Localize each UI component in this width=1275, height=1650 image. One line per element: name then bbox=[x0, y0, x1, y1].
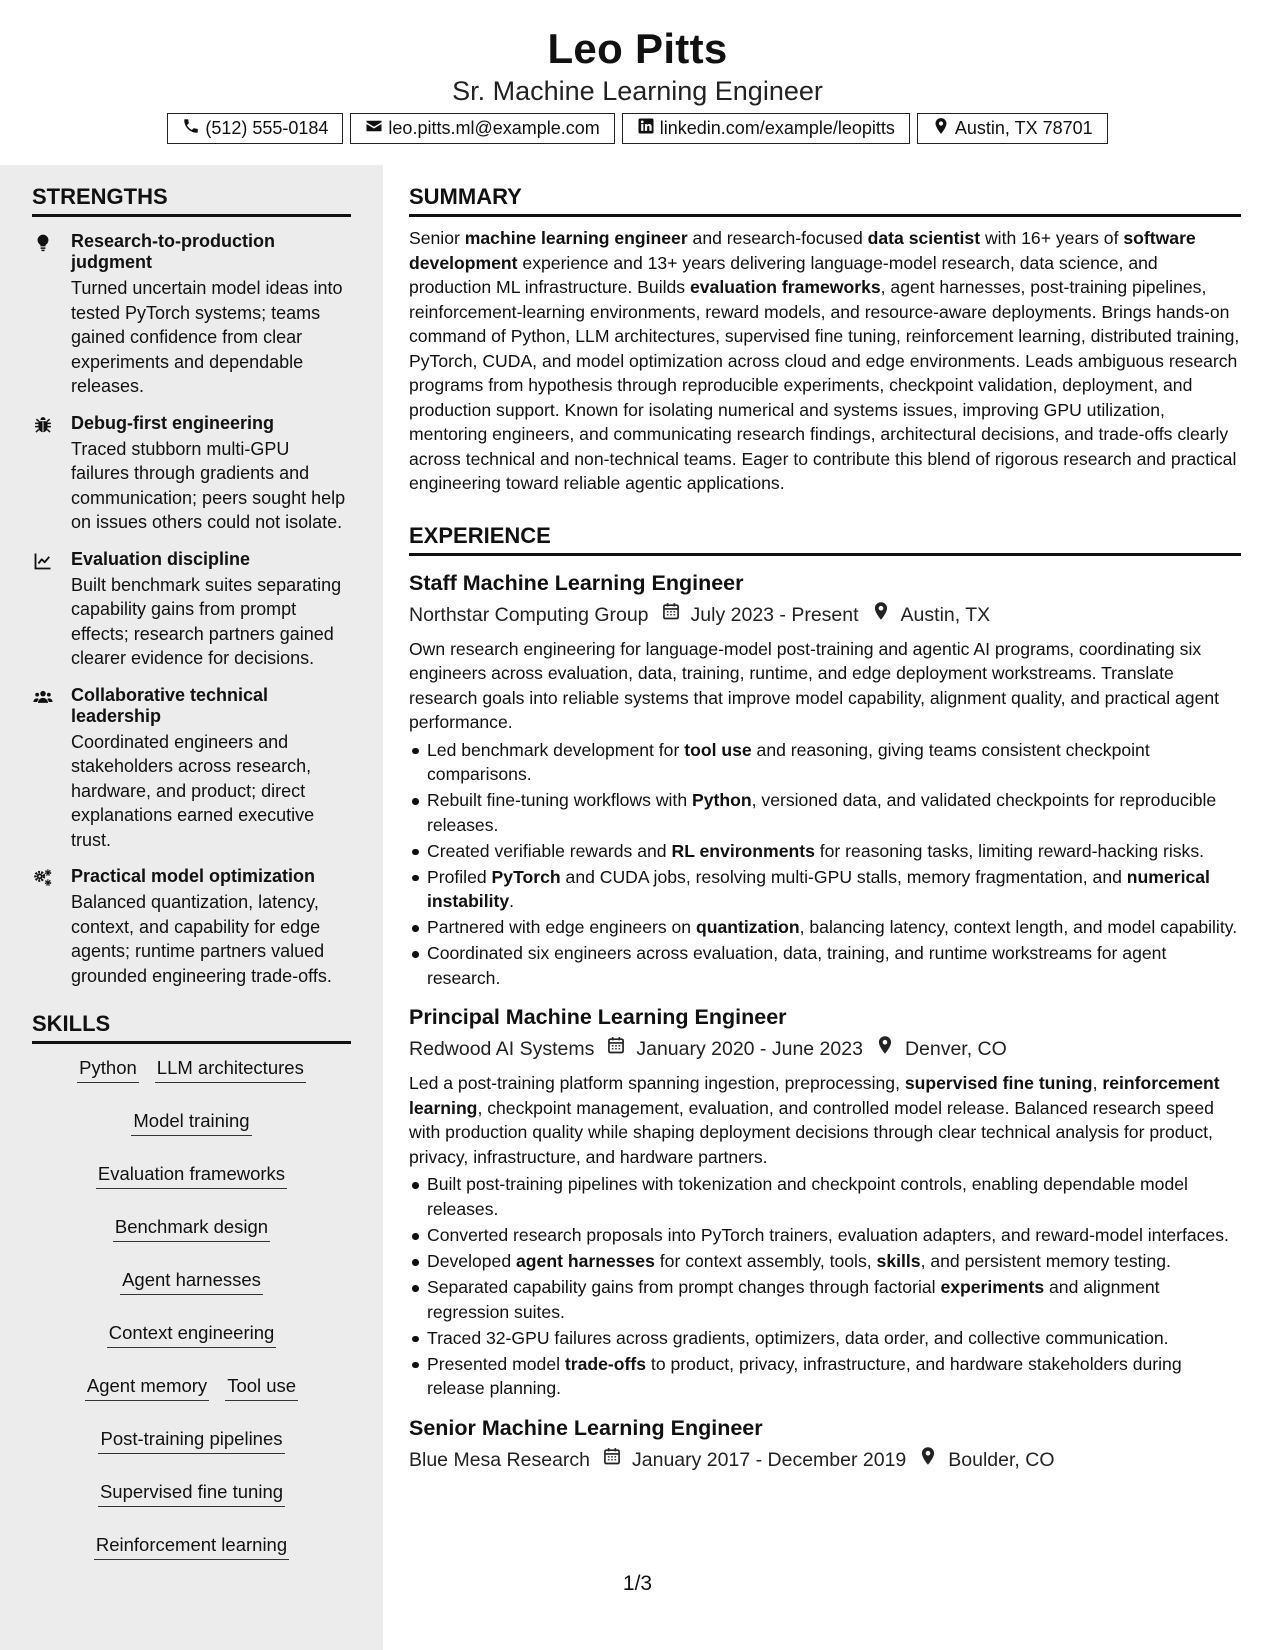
skill-tag: Benchmark design bbox=[113, 1213, 270, 1242]
main-column bbox=[409, 165, 1241, 1474]
map-pin-icon bbox=[859, 601, 901, 629]
strength-title: Research-to-production judgment bbox=[71, 231, 276, 272]
skill-tag: Tool use bbox=[225, 1372, 298, 1401]
calendar-icon bbox=[649, 601, 691, 629]
skill-tag: Context engineering bbox=[107, 1319, 277, 1348]
skill-tag: Post-training pipelines bbox=[98, 1425, 284, 1454]
contact-linkedin-text: linkedin.com/example/leopitts bbox=[659, 118, 895, 138]
experience-heading: EXPERIENCE bbox=[409, 504, 1241, 556]
phone-icon bbox=[182, 117, 200, 140]
job-location: Austin, TX bbox=[900, 603, 991, 626]
skill-tag: Python bbox=[77, 1054, 139, 1083]
contact-email-text: leo.pitts.ml@example.com bbox=[388, 118, 600, 138]
job-description: Own research engineering for language-model post-training and agentic AI programs, coordinating six engineers across evaluation, data, training, runtime, and edge deployment workstreams. Translate research goals into reliable systems that improve model capability, alignment quality, and practical agent performance. bbox=[409, 638, 1220, 732]
job-bullet: Developed agent harnesses for context assembly, tools, skills, and persistent memory testing. bbox=[409, 1249, 1241, 1274]
skill-tag: Reinforcement learning bbox=[94, 1531, 289, 1560]
skill-tag: Model training bbox=[131, 1107, 251, 1136]
job-entry bbox=[409, 565, 1241, 991]
strength-desc: Traced stubborn multi-GPU failures through gradients and communication; peers sought help on issues others could not isolate. bbox=[71, 438, 346, 532]
strength-desc: Coordinated engineers and stakeholders across research, hardware, and product; direct explanations earned executive trust. bbox=[71, 731, 315, 850]
strength-item bbox=[32, 413, 351, 535]
job-meta bbox=[409, 1035, 1241, 1063]
calendar-icon bbox=[590, 1446, 632, 1474]
job-bullet: Created verifiable rewards and RL environments for reasoning tasks, limiting reward-hacking risks. bbox=[409, 839, 1241, 864]
users-icon bbox=[32, 687, 54, 707]
calendar-icon bbox=[594, 1035, 636, 1063]
job-location: Denver, CO bbox=[904, 1038, 1007, 1061]
job-entry bbox=[409, 999, 1241, 1400]
contact-location bbox=[917, 113, 1108, 144]
linkedin-icon bbox=[637, 117, 655, 140]
candidate-title: Sr. Machine Learning Engineer bbox=[452, 76, 823, 106]
map-pin-icon bbox=[906, 1446, 948, 1474]
job-bullet: Coordinated six engineers across evaluation, data, training, and runtime workstreams for agent research. bbox=[409, 941, 1241, 990]
skill-tag: LLM architectures bbox=[155, 1054, 306, 1083]
job-bullet: Separated capability gains from prompt changes through factorial experiments and alignment regression suites. bbox=[409, 1275, 1241, 1324]
map-pin-icon bbox=[932, 117, 950, 140]
strength-title: Collaborative technical leadership bbox=[71, 684, 269, 726]
job-company: Blue Mesa Research bbox=[409, 1448, 591, 1471]
strength-item bbox=[32, 685, 351, 853]
strength-item bbox=[32, 549, 351, 671]
strength-desc: Built benchmark suites separating capability gains from prompt effects; research partners gained clearer evidence for decisions. bbox=[71, 574, 342, 668]
candidate-name: Leo Pitts bbox=[547, 25, 728, 72]
summary-heading: SUMMARY bbox=[409, 165, 1241, 217]
strength-item bbox=[32, 866, 351, 988]
job-bullet: Converted research proposals into PyTorch trainers, evaluation adapters, and reward-model interfaces. bbox=[409, 1223, 1241, 1248]
job-dates: January 2020 - June 2023 bbox=[636, 1038, 863, 1061]
job-dates: January 2017 - December 2019 bbox=[632, 1448, 907, 1471]
strength-desc: Balanced quantization, latency, context, and capability for edge agents; runtime partners valued grounded engineering trade-offs. bbox=[71, 892, 332, 986]
job-meta bbox=[409, 601, 1241, 629]
strengths-heading: STRENGTHS bbox=[32, 165, 351, 217]
skills-list bbox=[32, 1054, 351, 1560]
resume-header bbox=[0, 0, 1275, 165]
job-bullet: Led benchmark development for tool use and reasoning, giving teams consistent checkpoint comparisons. bbox=[409, 738, 1241, 787]
summary-text: Senior machine learning engineer and research-focused data scientist with 16+ years of software development experience and 13+ years delivering language-model research, data science, and production ML infrastructure. Builds evaluation frameworks, agent harnesses, post-training pipelines, reinforcement-learning environments, reward models, and resource-aware deployments. Brings hands-on command of Python, LLM architectures, supervised fine tuning, reinforcement learning, distributed training, PyTorch, CUDA, and model optimization across cloud and edge environments. Leads ambiguous research programs from hypothesis through reproducible experiments, checkpoint validation, deployment, and production support. Known for isolating numerical and systems issues, improving GPU utilization, mentoring engineers, and communicating research findings, architectural decisions, and trade-offs clearly across technical and non-technical teams. Eager to contribute this blend of rigorous research and practical engineering toward reliable agentic applications. bbox=[409, 228, 1240, 493]
chart-line-icon bbox=[32, 551, 54, 571]
strength-title: Debug-first engineering bbox=[71, 412, 275, 433]
page-number: 1/3 bbox=[622, 1572, 653, 1595]
bug-icon bbox=[32, 415, 54, 435]
contact-linkedin[interactable] bbox=[622, 113, 910, 144]
strength-item bbox=[32, 231, 351, 399]
contact-location-text: Austin, TX 78701 bbox=[954, 118, 1093, 138]
strength-title: Evaluation discipline bbox=[71, 548, 251, 569]
skill-tag: Agent memory bbox=[85, 1372, 209, 1401]
job-title: Principal Machine Learning Engineer bbox=[409, 1005, 787, 1030]
job-bullets bbox=[409, 738, 1241, 991]
contact-email[interactable] bbox=[350, 113, 614, 144]
job-meta bbox=[409, 1446, 1241, 1474]
job-title: Staff Machine Learning Engineer bbox=[409, 570, 744, 595]
job-bullet: Rebuilt fine-tuning workflows with Python, versioned data, and validated checkpoints for reproducible releases. bbox=[409, 788, 1241, 837]
job-location: Boulder, CO bbox=[948, 1448, 1055, 1471]
envelope-icon bbox=[365, 117, 383, 140]
contact-phone-text: (512) 555-0184 bbox=[205, 118, 329, 138]
lightbulb-icon bbox=[32, 233, 54, 253]
contact-phone[interactable] bbox=[167, 113, 343, 144]
job-entry bbox=[409, 1410, 1241, 1474]
strength-desc: Turned uncertain model ideas into tested PyTorch systems; teams gained confidence from clear experiments and dependable releases. bbox=[71, 278, 343, 396]
job-title: Senior Machine Learning Engineer bbox=[409, 1415, 763, 1440]
contact-bar bbox=[0, 113, 1275, 144]
job-bullet: Presented model trade-offs to product, privacy, infrastructure, and hardware stakeholders during release planning. bbox=[409, 1352, 1241, 1401]
job-dates: July 2023 - Present bbox=[690, 603, 859, 626]
map-pin-icon bbox=[863, 1035, 905, 1063]
gears-icon bbox=[32, 868, 54, 888]
strength-title: Practical model optimization bbox=[71, 866, 316, 886]
skills-heading: SKILLS bbox=[32, 992, 351, 1044]
job-bullet: Built post-training pipelines with tokenization and checkpoint controls, enabling dependable model releases. bbox=[409, 1172, 1241, 1221]
job-company: Northstar Computing Group bbox=[409, 603, 649, 626]
skill-tag: Supervised fine tuning bbox=[98, 1478, 285, 1507]
experience-list bbox=[409, 565, 1241, 1474]
sidebar bbox=[0, 165, 383, 1650]
job-bullets bbox=[409, 1172, 1241, 1400]
job-bullet: Partnered with edge engineers on quantization, balancing latency, context length, and model capability. bbox=[409, 915, 1241, 940]
job-bullet: Traced 32-GPU failures across gradients, optimizers, data order, and collective communication. bbox=[409, 1326, 1241, 1351]
job-bullet: Profiled PyTorch and CUDA jobs, resolving multi-GPU stalls, memory fragmentation, and numerical instability. bbox=[409, 865, 1241, 914]
job-company: Redwood AI Systems bbox=[409, 1038, 595, 1061]
skill-tag: Evaluation frameworks bbox=[96, 1160, 287, 1189]
skill-tag: Agent harnesses bbox=[120, 1266, 263, 1295]
job-description: Led a post-training platform spanning ingestion, preprocessing, supervised fine tuning, reinforcement learning, checkpoint management, evaluation, and controlled model release. Balanced research speed with production quality while shaping deployment decisions through clear technical analysis for product, privacy, infrastructure, and hardware partners. bbox=[409, 1073, 1220, 1167]
